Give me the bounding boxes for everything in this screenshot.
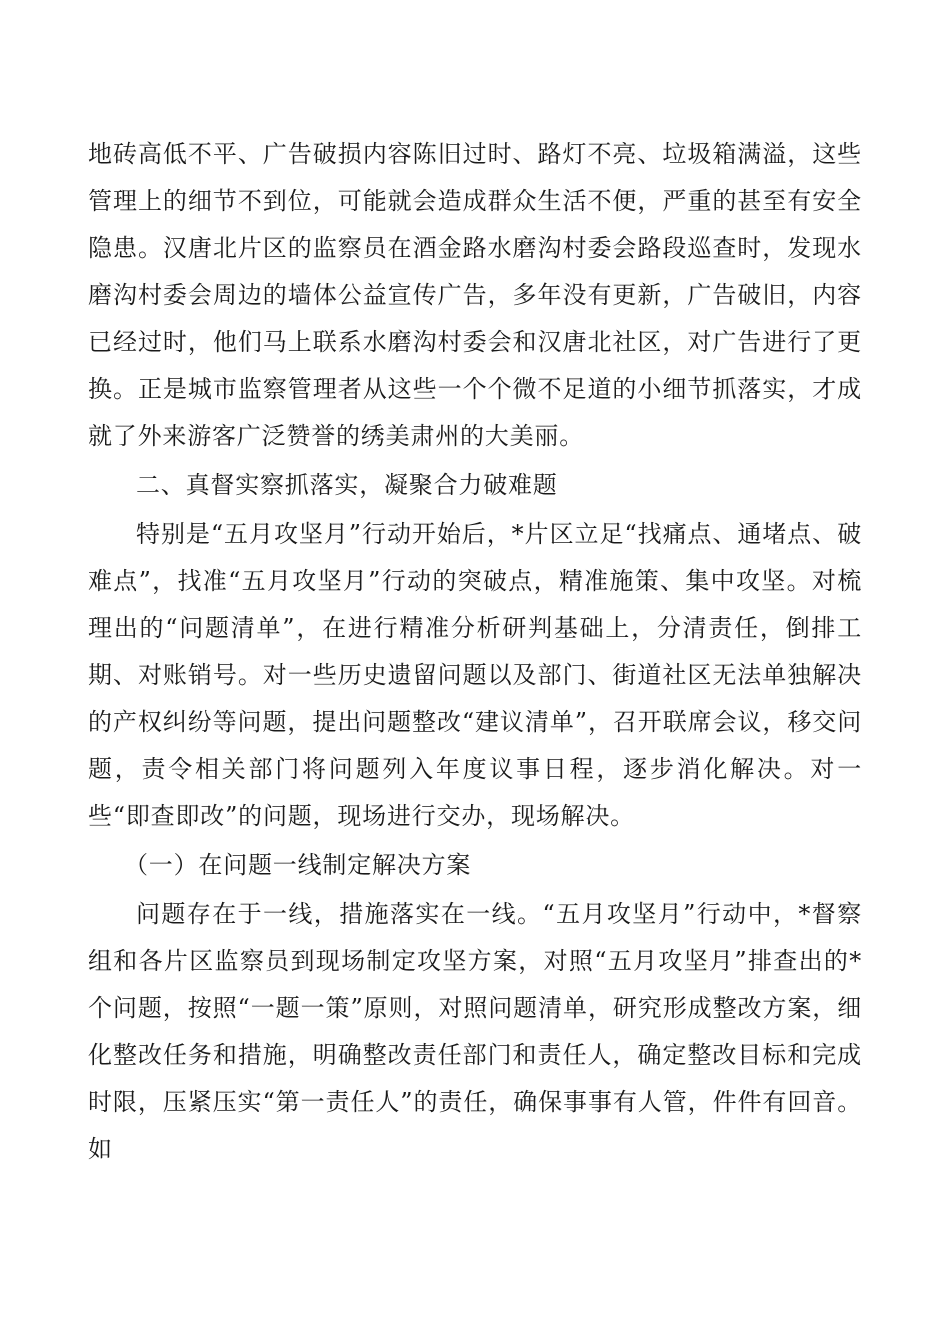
document-body xyxy=(88,131,862,1175)
paragraph-3: 问题存在于一线，措施落实在一线。“五月攻坚月”行动中，*督察组和各片区监察员到现场制定攻坚方案，对照“五月攻坚月”排查出的*个问题，按照“一题一策”原则，对照问题清单，研究形成整改方案，细化整改任务和措施，明确整改责任部门和责任人，确定整改目标和完成时限，压紧压实“第一责任人”的责任，确保事事有人管，件件有回音。如 xyxy=(88,900,862,1163)
paragraph-2: 特别是“五月攻坚月”行动开始后，*片区立足“找痛点、通堵点、破难点”，找准“五月攻坚月”行动的突破点，精准施策、集中攻坚。对梳理出的“问题清单”，在进行精准分析研判基础上，分清责任，倒排工期、对账销号。对一些历史遗留问题以及部门、街道社区无法单独解决的产权纠纷等问题，提出问题整改“建议清单”，召开联席会议，移交问题，责令相关部门将问题列入年度议事日程，逐步消化解决。对一些“即查即改”的问题，现场进行交办，现场解决。 xyxy=(88,520,862,830)
subsection-heading-1: （一）在问题一线制定解决方案 xyxy=(124,851,472,879)
section-heading-2: 二、真督实察抓落实，凝聚合力破难题 xyxy=(136,471,558,499)
paragraph-1: 地砖高低不平、广告破损内容陈旧过时、路灯不亮、垃圾箱满溢，这些管理上的细节不到位，可能就会造成群众生活不便，严重的甚至有安全隐患。汉唐北片区的监察员在酒金路水磨沟村委会路段巡查时，发现水磨沟村委会周边的墙体公益宣传广告，多年没有更新，广告破旧，内容已经过时，他们马上联系水磨沟村委会和汉唐北社区，对广告进行了更换。正是城市监察管理者从这些一个个微不足道的小细节抓落实，才成就了外来游客广泛赞誉的绣美肃州的大美丽。 xyxy=(88,140,862,450)
